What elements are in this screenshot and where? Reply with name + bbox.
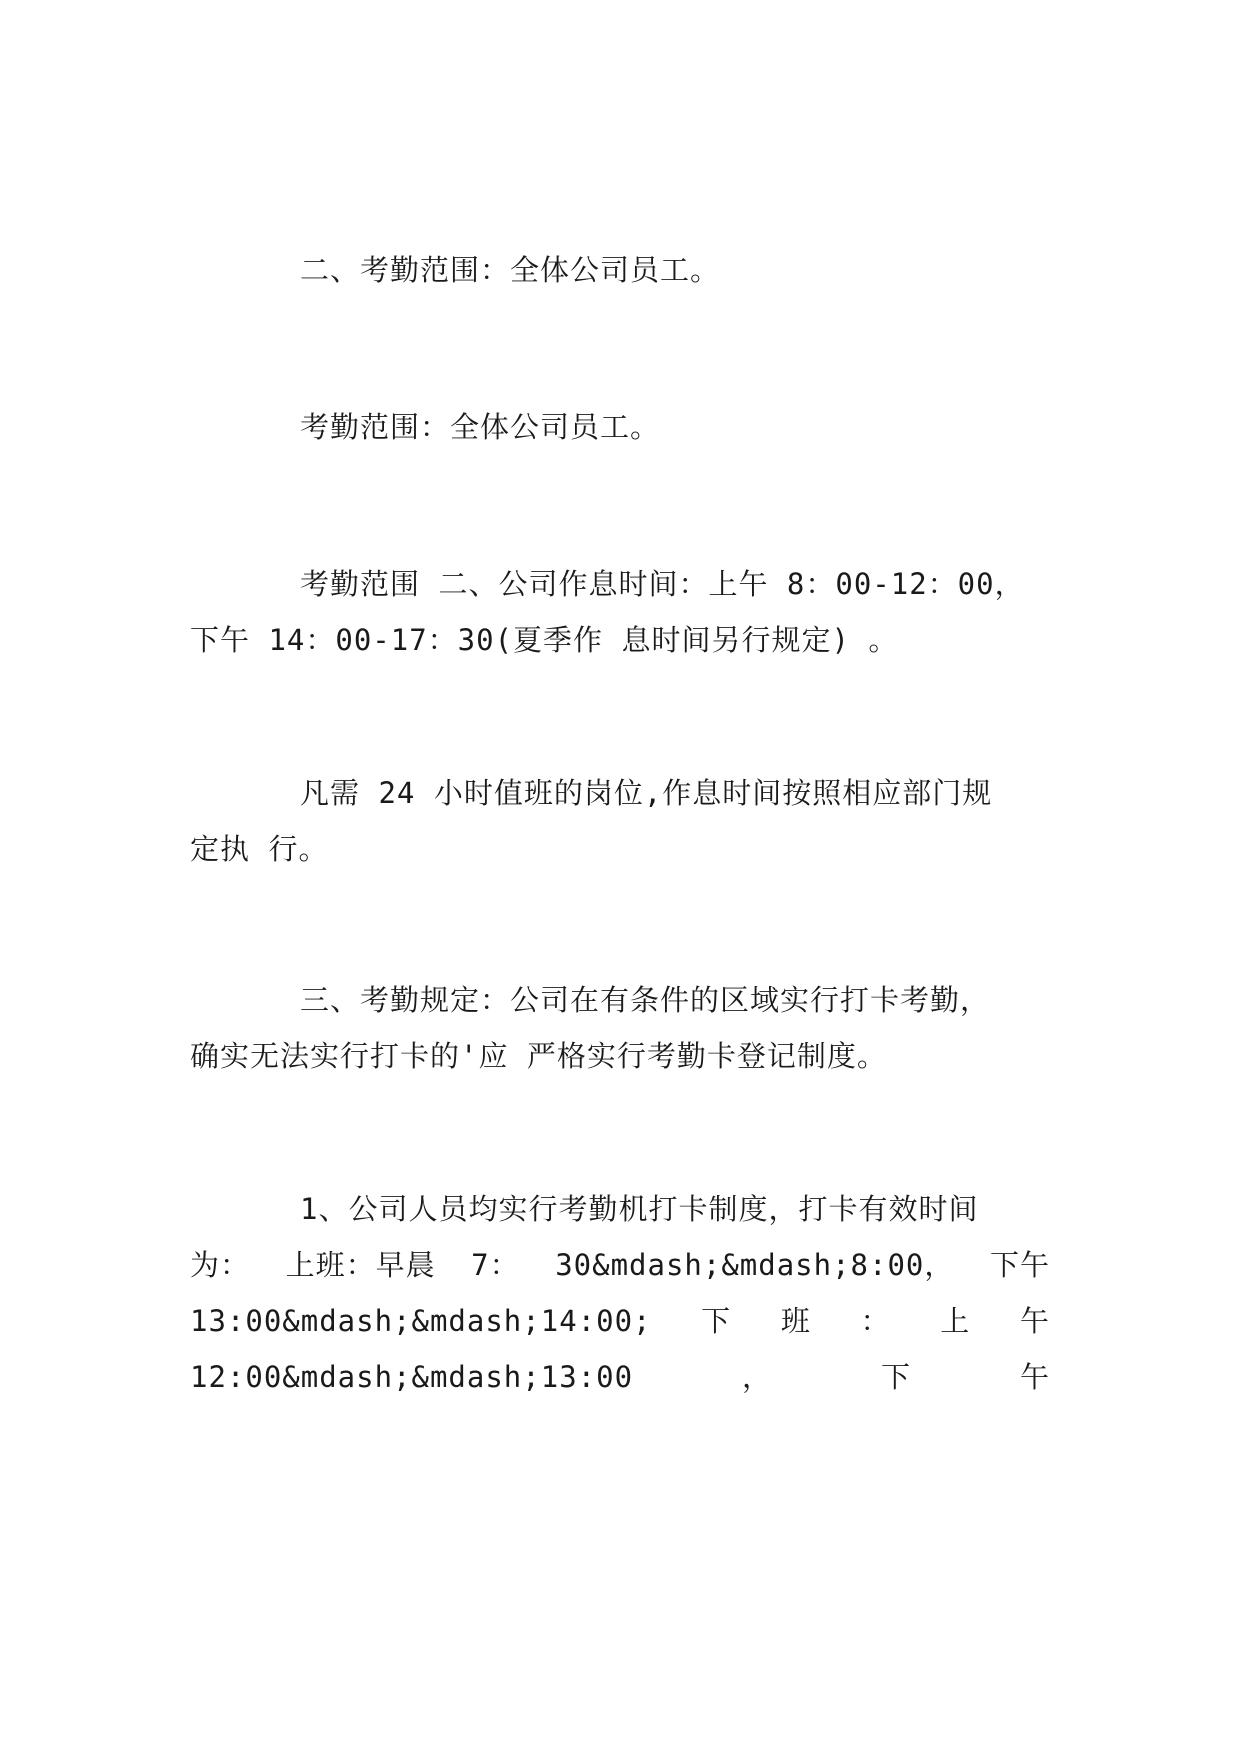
text-line: 定执 行。 xyxy=(190,832,329,866)
text-line-justified xyxy=(190,1237,1050,1293)
paragraph-attendance-rules xyxy=(190,972,1050,1084)
text-segment: 为： xyxy=(190,1248,251,1282)
paragraph-attendance-scope-heading xyxy=(190,242,1050,298)
text-line: 确实无法实行打卡的'应 严格实行考勤卡登记制度。 xyxy=(190,1039,887,1073)
text-segment: 下 xyxy=(701,1304,732,1338)
text-segment: 13:00&mdash;&mdash;14:00; xyxy=(190,1304,652,1338)
text-segment: 下 xyxy=(880,1360,911,1394)
text-line: 二、考勤范围：全体公司员工。 xyxy=(300,253,721,287)
text-segment: 12:00&mdash;&mdash;13:00 xyxy=(190,1360,634,1394)
text-line: 凡需 24 小时值班的岗位,作息时间按照相应部门规 xyxy=(300,776,993,810)
text-segment: 午 xyxy=(1019,1304,1050,1338)
text-segment: ： xyxy=(860,1304,891,1338)
text-segment: ， xyxy=(742,1360,773,1394)
text-segment: 上班：早晨 xyxy=(285,1248,436,1282)
text-line: 下午 14：00-17：30(夏季作 息时间另行规定) 。 xyxy=(190,623,899,657)
text-segment: 下午 xyxy=(989,1248,1050,1282)
paragraph-work-hours xyxy=(190,556,1050,668)
text-line: 1、公司人员均实行考勤机打卡制度，打卡有效时间 xyxy=(300,1192,979,1226)
text-segment: 7： xyxy=(471,1248,520,1282)
text-segment: 上 xyxy=(940,1304,971,1338)
text-segment: 午 xyxy=(1019,1360,1050,1394)
text-segment: 30&mdash;&mdash;8:00， xyxy=(555,1248,955,1282)
paragraph-24h-duty xyxy=(190,765,1050,877)
text-line-justified xyxy=(190,1293,1050,1349)
text-line: 考勤范围 二、公司作息时间：上午 8：00-12：00， xyxy=(300,567,1025,601)
text-segment: 班 xyxy=(780,1304,811,1338)
text-line: 考勤范围：全体公司员工。 xyxy=(300,410,661,444)
paragraph-clock-in-times xyxy=(190,1181,1050,1405)
text-line-justified xyxy=(190,1349,1050,1405)
text-line: 三、考勤规定：公司在有条件的区域实行打卡考勤， xyxy=(300,983,991,1017)
paragraph-attendance-scope xyxy=(190,399,1050,455)
